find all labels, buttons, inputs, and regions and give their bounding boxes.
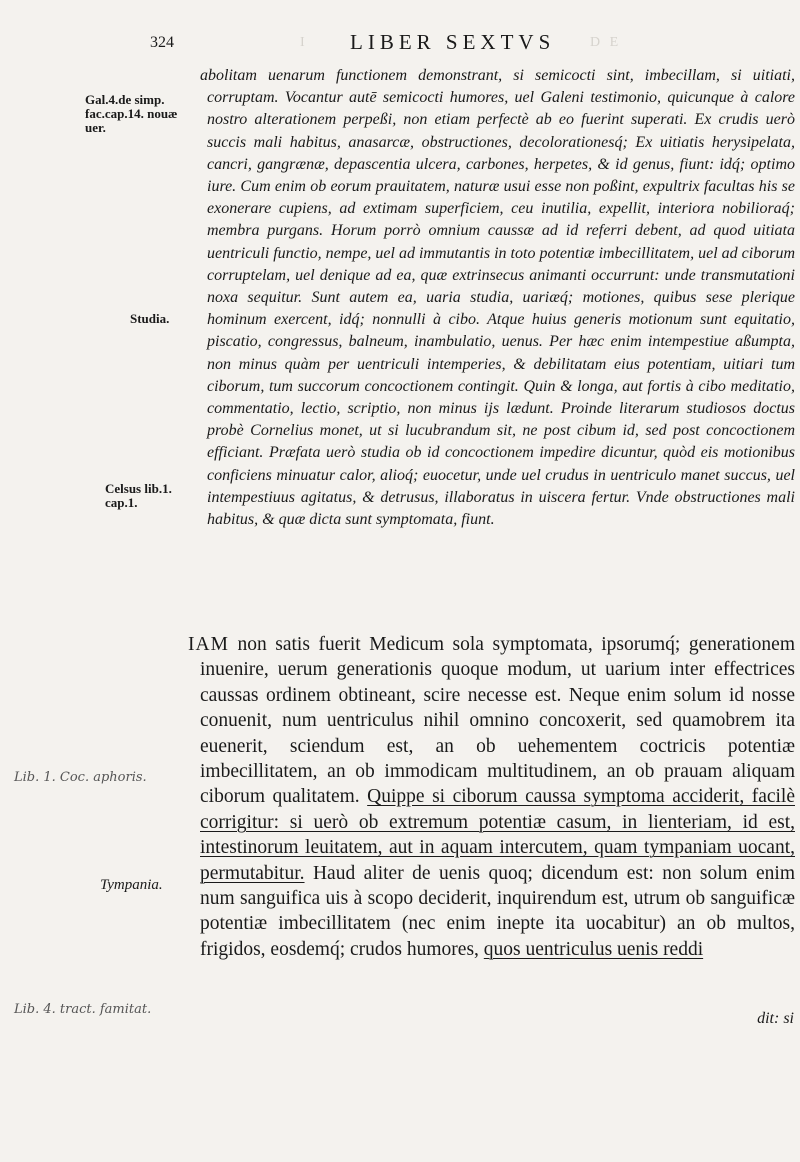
catchword: dit: si xyxy=(757,1010,794,1027)
show-through-text: D E xyxy=(590,35,622,50)
italic-paragraph xyxy=(200,65,795,531)
handwritten-annotation: Lib. 1. Coc. aphoris. xyxy=(14,770,147,785)
show-through-text: I xyxy=(300,35,308,50)
margin-note-celsus: Celsus lib.1. cap.1. xyxy=(105,481,172,510)
margin-note-tympania: Tympania. xyxy=(100,877,163,893)
margin-note-galen: Gal.4.de simp. fac.cap.14. nouæ uer. xyxy=(85,92,178,135)
running-title: LIBER SEXTVS xyxy=(350,30,556,54)
initial-word: IAM xyxy=(188,634,229,655)
page-number: 324 xyxy=(150,34,174,51)
page-header xyxy=(150,30,790,56)
underlined-passage: Quippe si ciborum caussa symptoma acciderit, facilè corrigitur: si uerò ob extremum potentiæ casum, in lienteriam, id est, intestinorum leuitatem, aut in aquam intercutem, quam tympaniam uocant, permutabitur. xyxy=(200,786,795,884)
underlined-passage: quos uentriculus uenis reddi xyxy=(483,938,704,960)
italic-text: abolitam uenarum functionem demonstrant, si semicocti sint, imbecillam, si uitiati, corruptam. Vocantur autē semicocti humores, uel Galeni testimonio, quicunque à calore nostro alterationem perpeßi, non etiam perfectè ab eo fuerint superati. Ex crudis uerò succis mali habitus, anasarcæ, obstructiones, decolorationesq́; Ex uitiatis herysipelata, cancri, gangrænæ, depascentia ulcera, carbones, herpetes, & id genus, fiunt: idq́; optimo iure. Cum enim ob eorum prauitatem, naturæ usui esse non poßint, expultrix facultas his se exonerare cupiens, ad extimam superficiem, ceu inutilia, expellit, interiora nobilioraq́; membra purgans. Horum porrò omnium caussæ ad id referri debent, ad quod uitiata uentriculi functio, nempe, uel ad immutantis in toto potentiæ imbecillitatem, uel ad ciborum corruptelam, uel denique ad ea, quæ extrinsecus animanti occurrunt: unde transmutationi noxa sequitur. Sunt autem ea, uaria studia, uariæq́; motiones, quibus sese plerique hominum exercent, idq́; nonnulli à cibo. Atque huius generis motionum sunt equitatio, piscatio, congressus, balneum, inambulatio, uenus. Per hæc enim intempestiue aßumpta, non minus quàm per uentriculi intemperies, & debilitatam eius potentiam, uitiari tum ciborum, tum succorum concoctionem contingit. Quin & longa, aut fortis à cibo meditatio, commentatio, lectio, scriptio, non minus ijs lædunt. Proinde literarum studiosos doctus probè Cornelius monet, ut si lucubrandum sit, ne post cibum id, sed post concoctionem efficiant. Præfata uerò studia ob id concoctionem impedire dicuntur, quòd eis motionibus conficiens minuatur calor, alioq́; euocetur, unde uel crudus in uentriculo manet succus, uel intempestiuus agitatus, & detrusus, illaboratus in uiscera fertur. Vnde obstructiones mali habitus, & quæ dicta sunt symptomata, fiunt. xyxy=(200,67,795,529)
handwritten-annotation: Lib. 4. tract. famitat. xyxy=(14,1002,152,1017)
roman-text-1: non satis fuerit Medicum sola symptomata, ipsorumq́; generationem inuenire, uerum generationis quoque modum, ut uarium inter effectrices caussas ordinem obtineant, scire necesse est. Neque enim solum id nosse conuenit, num uentriculus nihil omnino concoxerit, sed quamobrem ita euenerit, sciendum est, an ob uehementem coctricis potentiæ imbecillitatem, an ob immodicam multitudinem, an ob prauam aliquam ciborum qualitatem. xyxy=(200,634,795,808)
roman-paragraph xyxy=(188,632,795,962)
roman-text-2: Haud aliter de uenis quoq; dicendum est: non solum enim num sanguifica uis à scopo deciderit, inquirendum est, utrum ob sanguificæ potentiæ imbecillitatem (nec enim inepte ita uocabitur) an ob multos, frigidos, eosdemq́; crudos humores, xyxy=(200,862,795,960)
margin-note-studia: Studia. xyxy=(130,311,170,326)
